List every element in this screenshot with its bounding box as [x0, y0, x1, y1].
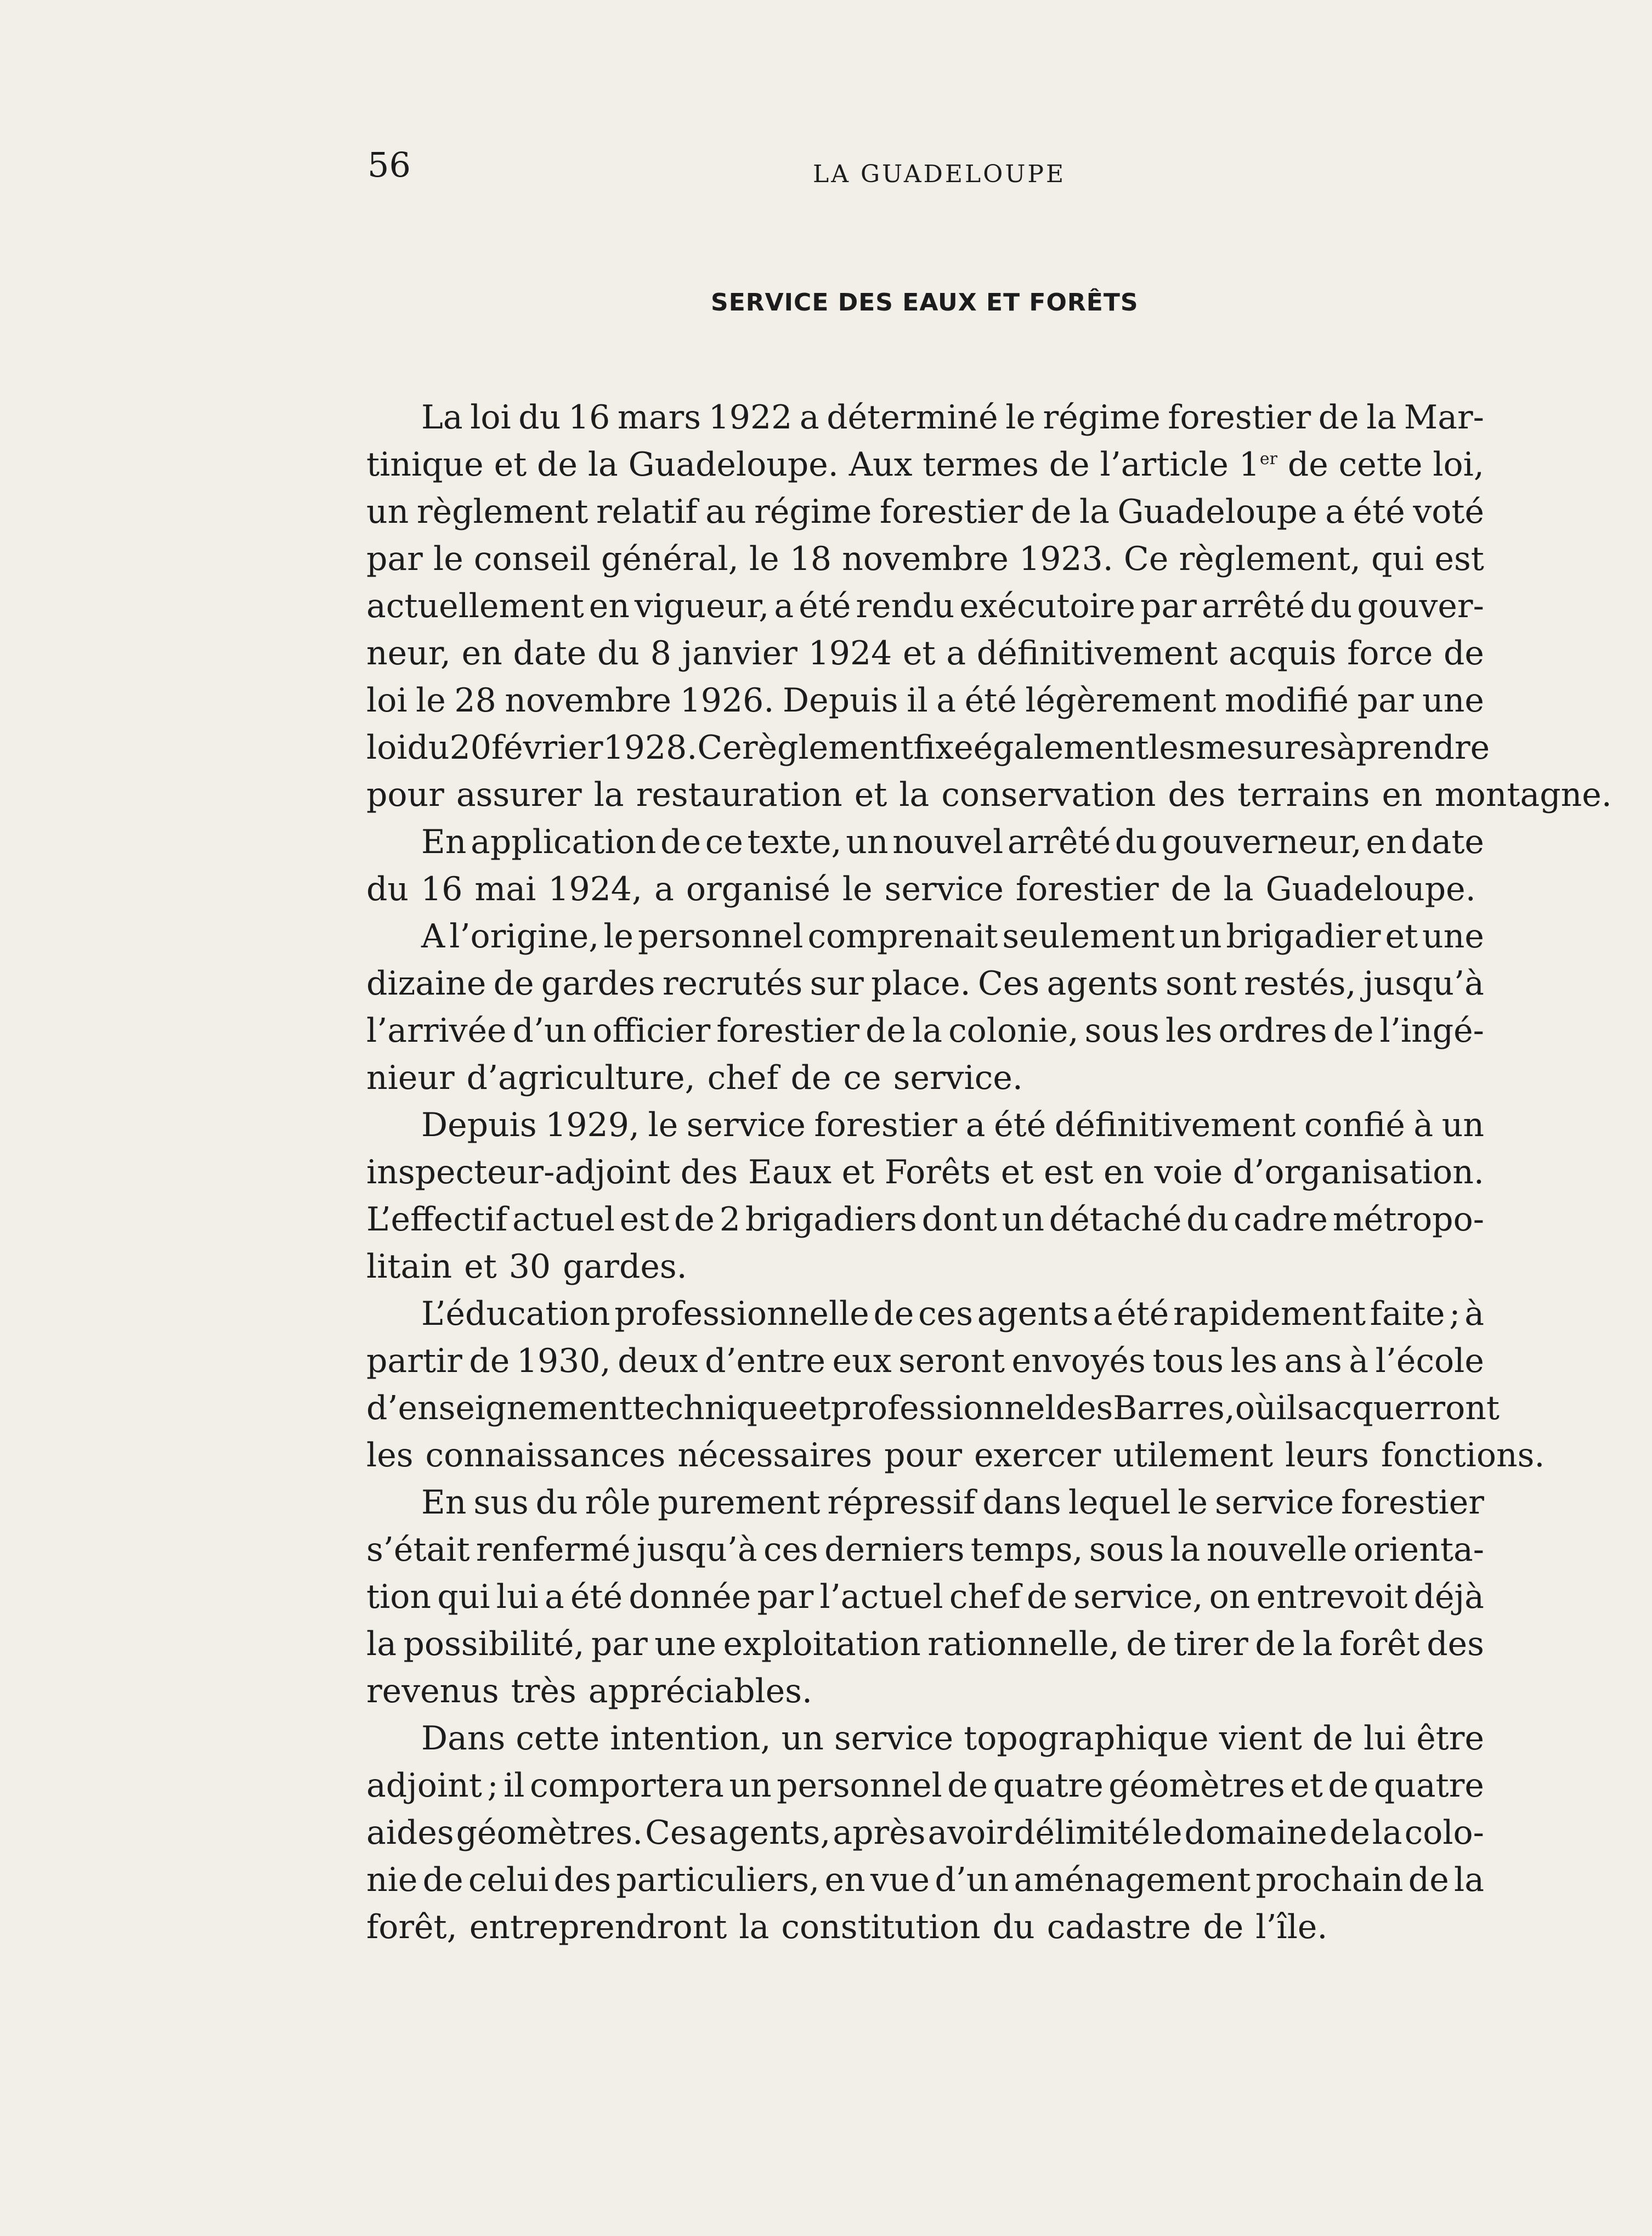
text-line: nie de celui des particuliers, en vue d’un aménagement prochain de la — [366, 1861, 1484, 1899]
text-line: aides géomètres. Ces agents, après avoir délimité le domaine de la colo- — [366, 1814, 1484, 1852]
text-line: Dans cette intention, un service topographique vient de lui être — [421, 1719, 1484, 1758]
text-line: tion qui lui a été donnée par l’actuel chef de service, on entrevoit déjà — [366, 1578, 1484, 1616]
text-line: un règlement relatif au régime forestier de la Guadeloupe a été voté — [366, 493, 1484, 531]
section-title: SERVICE DES EAUX ET FORÊTS — [711, 289, 1139, 317]
text-line: loi le 28 novembre 1926. Depuis il a été légèrement modifié par une — [366, 681, 1484, 720]
body-text — [366, 394, 1612, 1951]
text-line: litain et 30 gardes. — [366, 1247, 687, 1286]
text-line: tinique et de la Guadeloupe. Aux termes de l’article 1er de cette loi, — [366, 445, 1484, 484]
text-line: s’était renfermé jusqu’à ces derniers temps, sous la nouvelle orienta- — [366, 1531, 1484, 1569]
text-line: adjoint ; il comportera un personnel de quatre géomètres et de quatre — [366, 1766, 1484, 1805]
text-line: loi du 20 février 1928. Ce règlement fixe également les mesures à prendre — [366, 729, 1490, 767]
text-line: du 16 mai 1924, a organisé le service forestier de la Guadeloupe. — [366, 870, 1476, 908]
text-line: partir de 1930, deux d’entre eux seront envoyés tous les ans à l’école — [366, 1342, 1484, 1380]
text-line: d’enseignement technique et professionnel des Barres, où ils acquerront — [366, 1389, 1500, 1427]
text-line: En sus du rôle purement répressif dans lequel le service forestier — [421, 1483, 1484, 1522]
text-line: par le conseil général, le 18 novembre 1923. Ce règlement, qui est — [366, 540, 1484, 578]
text-line: nieur d’agriculture, chef de ce service. — [366, 1059, 1023, 1097]
text-line: En application de ce texte, un nouvel arrêté du gouverneur, en date — [421, 823, 1484, 861]
text-line: la possibilité, par une exploitation rationnelle, de tirer de la forêt des — [366, 1625, 1484, 1663]
text-line: La loi du 16 mars 1922 a déterminé le régime forestier de la Mar- — [421, 398, 1484, 437]
text-line: L’éducation professionnelle de ces agents a été rapidement faite ; à — [421, 1295, 1484, 1333]
text-line: revenus très appréciables. — [366, 1672, 813, 1710]
text-line: forêt, entreprendront la constitution du cadastre de l’île. — [366, 1908, 1328, 1946]
page-number: 56 — [367, 145, 411, 185]
text-line: L’effectif actuel est de 2 brigadiers dont un détaché du cadre métropo- — [366, 1200, 1484, 1239]
text-line: pour assurer la restauration et la conservation des terrains en montagne. — [366, 776, 1612, 814]
text-line: inspecteur-adjoint des Eaux et Forêts et est en voie d’organisation. — [366, 1153, 1484, 1192]
text-line: l’arrivée d’un officier forestier de la colonie, sous les ordres de l’ingé- — [366, 1012, 1484, 1050]
running-head: LA GUADELOUPE — [813, 160, 1066, 188]
text-line: dizaine de gardes recrutés sur place. Ces agents sont restés, jusqu’à — [366, 964, 1484, 1003]
text-line: actuellement en vigueur, a été rendu exécutoire par arrêté du gouver- — [366, 587, 1484, 625]
text-line: A l’origine, le personnel comprenait seulement un brigadier et une — [421, 917, 1484, 956]
text-line: neur, en date du 8 janvier 1924 et a définitivement acquis force de — [366, 634, 1484, 673]
text-line: les connaissances nécessaires pour exercer utilement leurs fonctions. — [366, 1436, 1545, 1475]
text-line: Depuis 1929, le service forestier a été définitivement confié à un — [421, 1106, 1484, 1144]
